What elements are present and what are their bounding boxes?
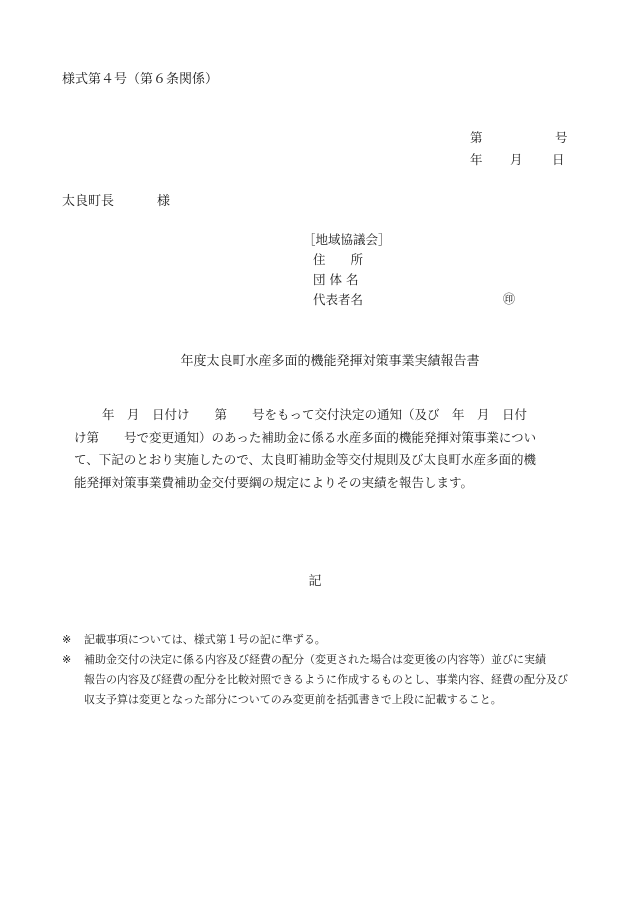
note-mark: ※: [62, 653, 72, 666]
addressee-honorific: 様: [157, 194, 171, 209]
body-line: 年 月 日付け 第 号をもって交付決定の通知（及び 年 月 日付: [102, 407, 528, 422]
number-prefix: 第: [470, 130, 483, 145]
representative-label: 代表者名: [313, 292, 364, 307]
note-item: [62, 630, 602, 650]
note-text: 収支予算は変更となった部分についてのみ変更前を括弧書きで上段に記載すること。: [84, 693, 502, 706]
group-name-label: 団 体 名: [313, 272, 359, 287]
note-text: 報告の内容及び経費の配分を比較対照できるように作成するものとし、事業内容、経費の配分及び: [84, 673, 568, 686]
org-bracket: ［地域協議会］: [303, 232, 391, 247]
date-month: 月: [510, 152, 523, 167]
seal-mark: ㊞: [503, 292, 516, 306]
ki-heading: 記: [308, 574, 322, 589]
note-item: [62, 650, 602, 670]
title-text: 年度太良町水産多面的機能発揮対策事業実績報告書: [180, 354, 480, 369]
body-paragraph: [74, 404, 574, 494]
body-line: け第 号で変更通知）のあった補助金に係る水産多面的機能発揮対策事業につい: [74, 429, 537, 445]
note-mark: ※: [62, 633, 72, 646]
date-day: 日: [552, 152, 565, 167]
note-text: 補助金交付の決定に係る内容及び経費の配分（変更された場合は変更後の内容等）並びに実績: [84, 653, 546, 666]
date-year: 年: [470, 152, 483, 167]
addressee-name: 太良町長: [62, 194, 115, 209]
body-line: て、下記のとおり実施したので、太良町補助金等交付規則及び太良町水産多面的機: [74, 452, 537, 467]
note-text: 記載事項については、様式第１号の記に準ずる。: [84, 633, 326, 646]
address-label: 住 所: [313, 252, 364, 267]
body-line: 能発揮対策事業費補助金交付要綱の規定によりその実績を報告します。: [74, 474, 474, 490]
notes-section: [62, 630, 602, 710]
document-title: [0, 350, 630, 369]
form-label: 様式第４号（第６条関係）: [62, 72, 219, 87]
number-suffix: 号: [555, 130, 568, 145]
